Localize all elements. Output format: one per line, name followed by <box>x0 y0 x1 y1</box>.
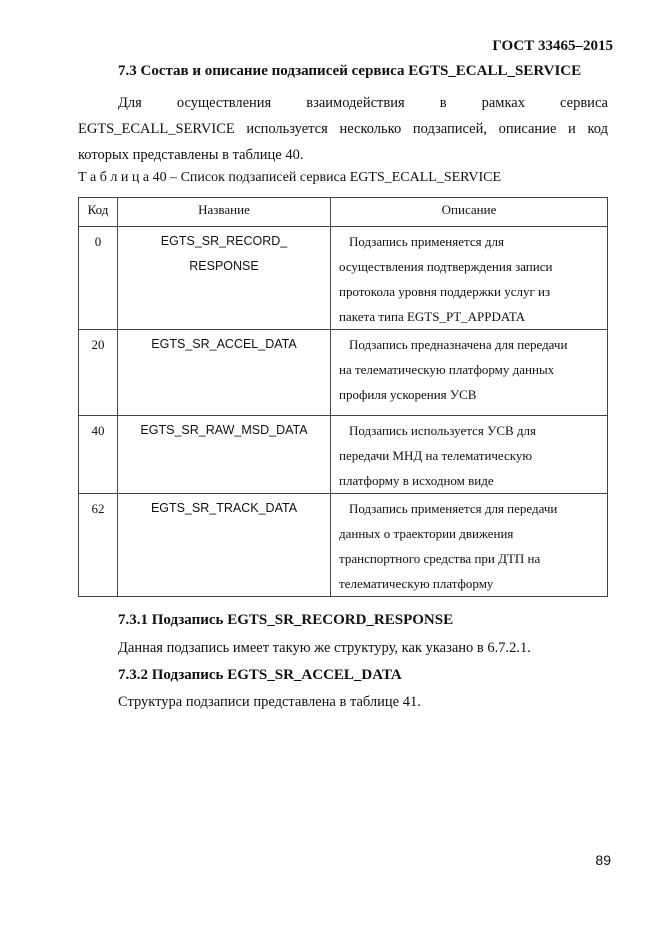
description-line: транспортного средства при ДТП на <box>339 551 541 566</box>
description-line: пакета типа EGTS_PT_APPDATA <box>339 309 526 324</box>
header-name: Название <box>118 198 331 227</box>
table-row <box>79 416 608 494</box>
cell-description <box>331 494 608 597</box>
header-description: Описание <box>331 198 608 227</box>
paragraph-rest: EGTS_ECALL_SERVICE используется несколько подзаписей, описание и код которых представлены в таблице 40. <box>78 121 608 163</box>
description-line: платформу в исходном виде <box>339 473 494 488</box>
name-line: EGTS_SR_ACCEL_DATA <box>151 337 297 351</box>
table-row <box>79 227 608 330</box>
document-header: ГОСТ 33465–2015 <box>492 38 613 54</box>
description-line: протокола уровня поддержки услуг из <box>339 284 551 299</box>
section-paragraph <box>78 90 608 168</box>
table-row <box>79 330 608 416</box>
subsection-title-1: 7.3.1 Подзапись EGTS_SR_RECORD_RESPONSE <box>118 612 454 628</box>
cell-name <box>118 416 331 494</box>
table-header-row <box>79 198 608 227</box>
table-row <box>79 494 608 597</box>
subrecords-table <box>78 197 608 597</box>
cell-description <box>331 227 608 330</box>
name-line: RESPONSE <box>189 259 259 273</box>
cell-code: 0 <box>79 227 118 330</box>
cell-name <box>118 494 331 597</box>
description-line: передачи МНД на телематическую <box>339 448 533 463</box>
name-line: EGTS_SR_RAW_MSD_DATA <box>140 423 308 437</box>
description-line: телематическую платформу <box>339 576 494 591</box>
description-line: Подзапись применяется для <box>349 234 504 249</box>
cell-code: 40 <box>79 416 118 494</box>
description-line: Подзапись предназначена для передачи <box>349 337 568 352</box>
subsection-text-1: Данная подзапись имеет такую же структуру, как указано в 6.7.2.1. <box>118 640 531 656</box>
cell-description <box>331 330 608 416</box>
cell-code: 20 <box>79 330 118 416</box>
subsection-text-2: Структура подзаписи представлена в таблице 41. <box>118 694 421 710</box>
cell-code: 62 <box>79 494 118 597</box>
header-code: Код <box>79 198 118 227</box>
cell-name <box>118 330 331 416</box>
table-caption: Т а б л и ц а 40 – Список подзаписей сервиса EGTS_ECALL_SERVICE <box>78 170 502 185</box>
name-line: EGTS_SR_RECORD_ <box>160 234 288 248</box>
name-line: EGTS_SR_TRACK_DATA <box>150 501 298 515</box>
cell-name <box>118 227 331 330</box>
subsection-title-2: 7.3.2 Подзапись EGTS_SR_ACCEL_DATA <box>118 667 402 683</box>
page-number: 89 <box>595 852 611 868</box>
description-line: данных о траектории движения <box>339 526 514 541</box>
paragraph-first-line: Для осуществления взаимодействия в рамках сервиса <box>118 95 608 111</box>
description-line: профиля ускорения УСВ <box>339 387 477 402</box>
cell-description <box>331 416 608 494</box>
description-line: осуществления подтверждения записи <box>339 259 553 274</box>
section-title: 7.3 Состав и описание подзаписей сервиса EGTS_ECALL_SERVICE <box>118 63 582 79</box>
description-line: Подзапись используется УСВ для <box>349 423 536 438</box>
description-line: Подзапись применяется для передачи <box>349 501 558 516</box>
description-line: на телематическую платформу данных <box>339 362 555 377</box>
